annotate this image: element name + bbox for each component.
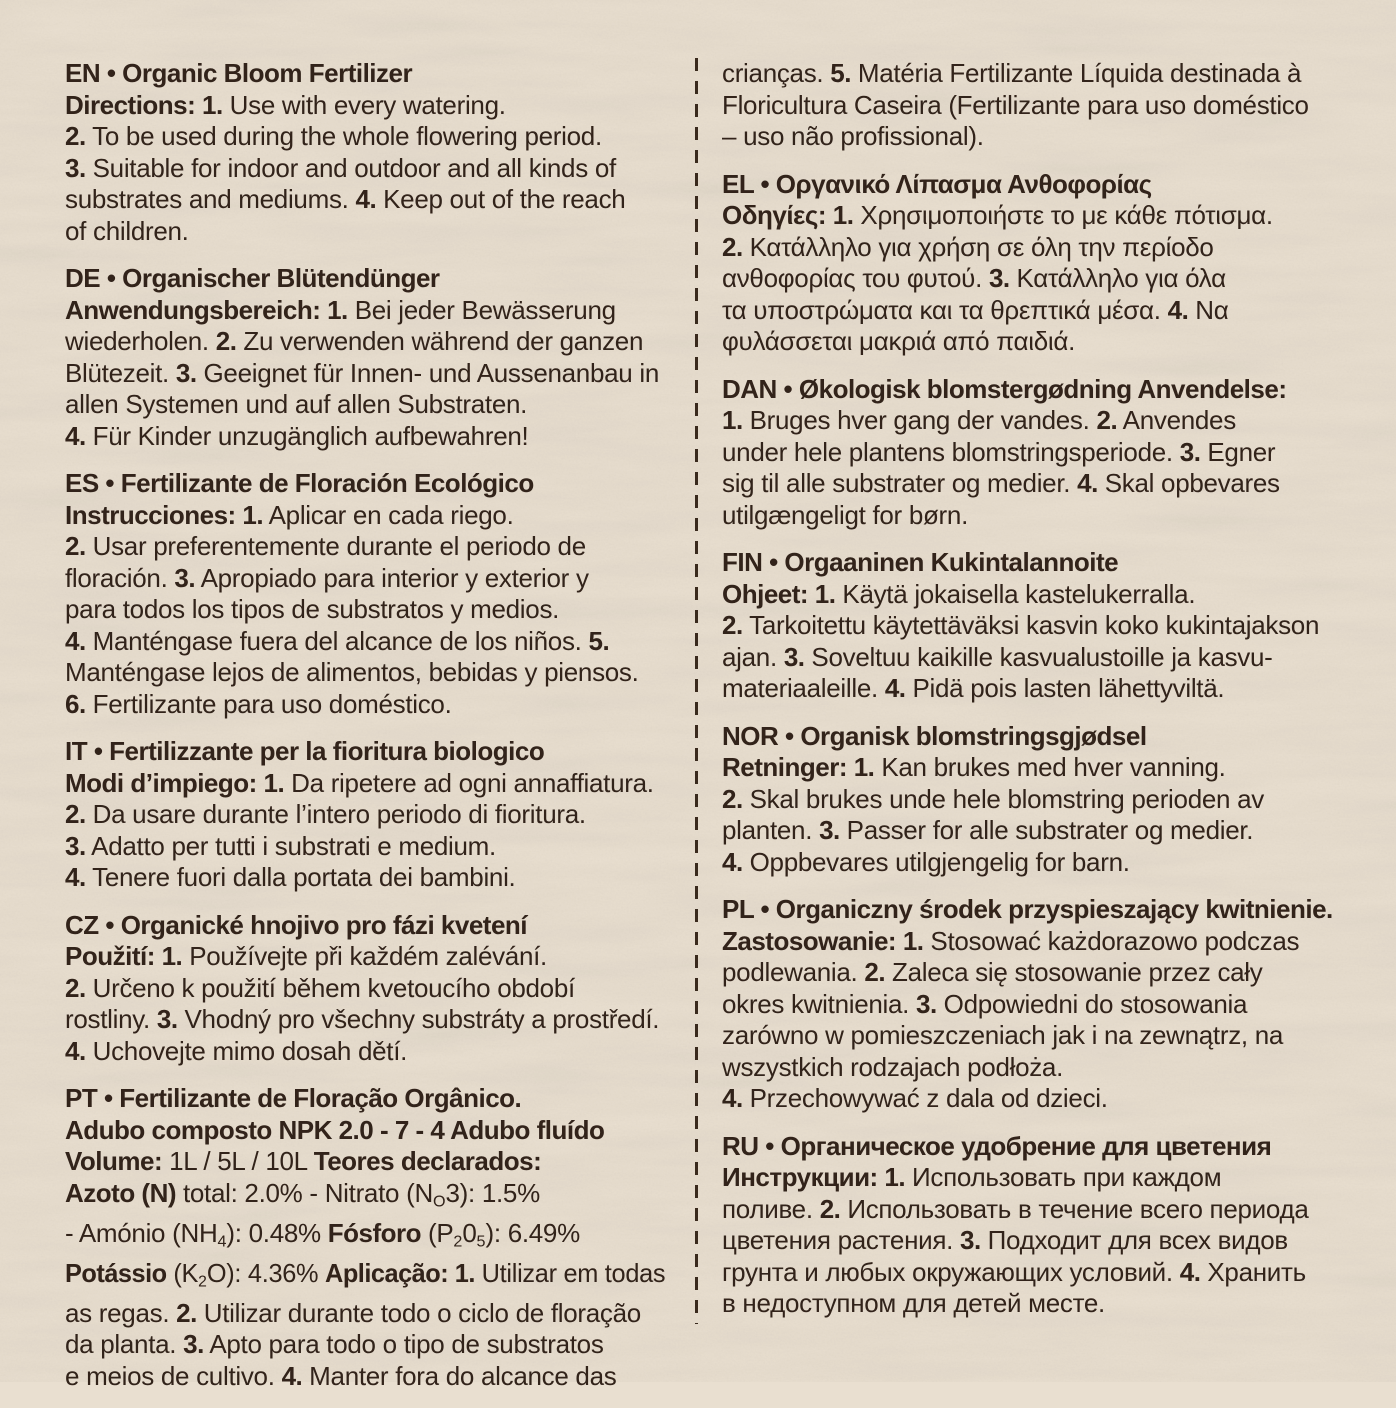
text-run: floración. xyxy=(65,562,175,593)
text-run: substrates and mediums. xyxy=(65,184,356,214)
left-column xyxy=(65,0,665,1408)
text-line xyxy=(65,358,665,390)
text-line xyxy=(722,58,1334,90)
text-line xyxy=(65,1218,665,1258)
text-line xyxy=(65,1361,665,1393)
bold-text-run: Použití: 1. xyxy=(65,941,183,971)
text-line xyxy=(65,941,665,973)
text-run: planten. xyxy=(722,815,820,845)
text-line xyxy=(65,1004,665,1036)
bold-text-run: 6. xyxy=(65,688,86,719)
text-line xyxy=(722,1083,1334,1115)
text-run: Používejte při každém zalévání. xyxy=(182,941,547,971)
text-line xyxy=(65,326,665,358)
bold-text-run: EL • Οργανικό Λίπασμα Ανθοφορίας xyxy=(722,168,1152,199)
text-run: Tenere fuori dalla portata dei bambini. xyxy=(85,862,516,892)
text-run: Подходит для всех видов xyxy=(980,1225,1288,1255)
text-run: 1L / 5L / 10L xyxy=(162,1146,314,1176)
text-run: Egner xyxy=(1200,436,1276,467)
bold-text-run: 3. xyxy=(959,1225,981,1255)
text-run: Anvendes xyxy=(1117,405,1236,435)
text-run: O): 4.36% xyxy=(206,1257,326,1288)
subscript-run: 2 xyxy=(198,1272,207,1290)
text-line xyxy=(65,1178,665,1218)
text-line xyxy=(722,500,1334,532)
text-line xyxy=(65,500,665,532)
section-cz xyxy=(65,910,665,1068)
text-run: okres kwitnienia. xyxy=(722,988,917,1019)
text-run: поливе. xyxy=(722,1193,820,1224)
text-run: - Amónio (NH xyxy=(65,1217,218,1248)
bold-text-run: 3. xyxy=(916,988,937,1019)
text-run: Fertilizante para uso doméstico. xyxy=(85,688,452,719)
bold-text-run: 2. xyxy=(65,799,86,829)
section-pt xyxy=(65,1083,665,1392)
text-line xyxy=(722,232,1334,264)
text-run: Использовать при каждом xyxy=(905,1162,1222,1192)
text-run: 0 xyxy=(462,1217,477,1248)
text-line xyxy=(722,1052,1334,1084)
text-line xyxy=(65,1115,665,1147)
section-fin xyxy=(722,547,1334,705)
bold-text-run: 4. xyxy=(65,625,86,656)
text-line xyxy=(722,815,1334,847)
text-line xyxy=(722,784,1334,816)
text-line xyxy=(65,1146,665,1178)
text-run: Da usare durante l’intero periodo di fioritura. xyxy=(85,799,586,829)
text-line xyxy=(65,973,665,1005)
bold-text-run: CZ • Organické hnojivo pro fázi kvetení xyxy=(65,909,528,940)
text-line xyxy=(722,374,1334,406)
text-run: Matéria Fertilizante Líquida destinada à xyxy=(850,58,1302,88)
text-line xyxy=(722,1020,1334,1052)
bold-text-run: 3. xyxy=(156,1004,178,1034)
text-line xyxy=(65,768,665,800)
bold-text-run: 3. xyxy=(783,641,805,672)
bold-text-run: 4. xyxy=(1077,468,1098,498)
text-run: Adatto per tutti i substrati e medium. xyxy=(85,830,496,861)
subscript-run: O xyxy=(432,1192,446,1210)
text-run: Tarkoitettu käytettäväksi kasvin koko kukintajakson xyxy=(742,610,1320,640)
text-run: Floricultura Caseira (Fertilizante para uso doméstico xyxy=(722,89,1309,120)
text-run: Κατάλληλο για όλα xyxy=(1009,263,1226,293)
text-line xyxy=(722,263,1334,295)
text-line xyxy=(65,121,665,153)
bold-text-run: 4. xyxy=(1179,1256,1201,1287)
text-line xyxy=(722,405,1334,437)
text-run: Apropiado para interior y exterior y xyxy=(195,562,589,593)
text-run: грунта и любых окружающих условий. xyxy=(722,1256,1180,1287)
text-run: Skal opbevares xyxy=(1097,468,1280,498)
text-run: wiederholen. xyxy=(65,326,216,356)
text-run: of children. xyxy=(65,215,189,246)
text-run: Odpowiedni do stosowania xyxy=(936,988,1248,1019)
text-run: e meios de cultivo. xyxy=(65,1360,282,1391)
text-run: Käytä jokaisella kastelukerralla. xyxy=(835,578,1196,609)
text-run: Zu verwenden während der ganzen xyxy=(236,326,644,356)
section-el xyxy=(722,169,1334,358)
bold-text-run: ES • Fertilizante de Floración Ecológico xyxy=(65,468,534,498)
bold-text-run: 2. xyxy=(65,531,86,561)
text-run: To be used during the whole flowering period. xyxy=(85,121,602,151)
text-line xyxy=(722,1162,1334,1194)
column-divider xyxy=(695,58,698,1324)
text-line xyxy=(722,326,1334,358)
text-line xyxy=(65,799,665,831)
section-pt-cont xyxy=(722,58,1334,153)
text-line xyxy=(722,989,1334,1021)
text-run: Skal brukes unde hele blomstring perioden av xyxy=(742,783,1264,814)
bold-text-run: NOR • Organisk blomstringsgjødsel xyxy=(722,720,1147,751)
bold-text-run: 4. xyxy=(722,1083,743,1113)
text-run: total: 2.0% - Nitrato (N xyxy=(176,1177,433,1208)
text-run: Использовать в течение всего периода xyxy=(840,1193,1309,1224)
text-run: Use with every watering. xyxy=(222,89,506,120)
bold-text-run: Volume: xyxy=(65,1146,163,1176)
text-run: Χρησιμοποιήστε το με κάθε πότισμα. xyxy=(853,200,1273,230)
bold-text-run: FIN • Orgaaninen Kukintalannoite xyxy=(722,547,1119,577)
bold-text-run: 5. xyxy=(588,625,610,656)
section-dan xyxy=(722,374,1334,532)
text-run: Suitable for indoor and outdoor and all kinds of xyxy=(85,152,616,183)
bold-text-run: Adubo composto NPK 2.0 - 7 - 4 Adubo fluído xyxy=(65,1114,605,1145)
bold-text-run: Οδηγίες: 1. xyxy=(722,200,854,230)
text-line xyxy=(722,926,1334,958)
text-line xyxy=(65,594,665,626)
text-run: Kan brukes med hver vanning. xyxy=(874,752,1226,782)
bold-text-run: 3. xyxy=(819,815,840,845)
text-line xyxy=(722,121,1334,153)
text-line xyxy=(65,1257,666,1298)
subscript-run: 4 xyxy=(217,1232,227,1250)
text-line xyxy=(65,657,665,689)
text-line xyxy=(65,862,665,894)
bold-text-run: 2. xyxy=(722,231,743,262)
bold-text-run: 2. xyxy=(722,783,743,814)
bold-text-run: 2. xyxy=(1096,405,1118,435)
bold-text-run: 2. xyxy=(819,1193,841,1224)
subscript-run: 2 xyxy=(453,1232,463,1250)
bold-text-run: Fósforo xyxy=(327,1217,422,1248)
text-line xyxy=(722,1257,1334,1289)
text-run: Να xyxy=(1188,294,1229,325)
text-run: φυλάσσεται μακριά από παιδιά. xyxy=(722,326,1076,356)
text-run: Przechowywać z dala od dzieci. xyxy=(742,1083,1108,1113)
bold-text-run: 4. xyxy=(65,862,86,892)
text-line xyxy=(722,1225,1334,1257)
text-line xyxy=(65,184,665,216)
text-run: Manténgase fuera del alcance de los niños. xyxy=(85,625,589,656)
text-line xyxy=(722,579,1334,611)
bold-text-run: DE • Organischer Blütendünger xyxy=(65,263,440,293)
bold-text-run: 3. xyxy=(65,830,86,861)
bold-text-run: Aplicação: 1. xyxy=(325,1257,475,1288)
section-pl xyxy=(722,894,1334,1115)
bold-text-run: 4. xyxy=(281,1360,303,1391)
text-run: Κατάλληλο για χρήση σε όλη την περίοδο xyxy=(742,231,1214,262)
bold-text-run: 2. xyxy=(65,972,86,1003)
text-run: crianças. xyxy=(722,58,831,88)
text-line xyxy=(65,736,665,768)
text-line xyxy=(722,610,1334,642)
text-run: – uso não profissional). xyxy=(722,121,984,151)
bold-text-run: RU • Органическое удобрение для цветения xyxy=(722,1130,1272,1161)
bold-text-run: 4. xyxy=(65,420,86,451)
text-run: Da ripetere ad ogni annaffiatura. xyxy=(284,767,654,798)
text-run: sig til alle substrater og medier. xyxy=(722,468,1078,498)
bold-text-run: PL • Organiczny środek przyspieszający kwitnienie. xyxy=(722,894,1333,924)
text-line xyxy=(722,847,1334,879)
text-run: Bei jeder Bewässerung xyxy=(347,294,616,325)
bold-text-run: 2. xyxy=(65,121,86,151)
text-run: Určeno k použití během kvetoucího období xyxy=(85,972,575,1003)
text-run: 3): 1.5% xyxy=(445,1177,540,1208)
text-line xyxy=(722,468,1334,500)
bold-text-run: Instrucciones: 1. xyxy=(65,499,264,530)
bold-text-run: Retninger: 1. xyxy=(722,752,875,782)
bold-text-run: Directions: 1. xyxy=(65,89,223,120)
text-run: under hele plantens blomstringsperiode. xyxy=(722,436,1180,467)
text-run: ανθοφορίας του φυτού. xyxy=(722,263,989,293)
bold-text-run: 2. xyxy=(215,326,237,356)
text-run: цветения растения. xyxy=(722,1225,960,1255)
text-run: Stosować każdorazowo podczas xyxy=(923,925,1300,956)
text-run: Apto para todo o tipo de substratos xyxy=(203,1329,604,1359)
bold-text-run: Potássio xyxy=(65,1257,167,1288)
bold-text-run: PT • Fertilizante de Floração Orgânico. xyxy=(65,1083,522,1113)
text-run: Blütezeit. xyxy=(65,357,176,388)
text-line xyxy=(65,563,665,595)
text-run: as regas. xyxy=(65,1297,177,1328)
text-run: zarówno w pomieszczeniach jak i na zewnątrz, na xyxy=(722,1020,1284,1050)
text-run: para todos los tipos de substratos y medios. xyxy=(65,594,560,624)
bold-text-run: 4. xyxy=(884,673,906,703)
text-line xyxy=(722,90,1334,122)
text-run: Manter fora do alcance das xyxy=(302,1360,617,1391)
text-run: τα υποστρώματα και τα θρεπτικά μέσα. xyxy=(722,294,1168,325)
bold-text-run: 5. xyxy=(830,58,851,88)
text-line xyxy=(65,531,665,563)
text-run: Soveltuu kaikille kasvualustoille ja kasvu- xyxy=(804,641,1273,672)
text-line xyxy=(722,721,1334,753)
bold-text-run: 4. xyxy=(722,846,743,877)
bold-text-run: Azoto (N) xyxy=(65,1177,177,1208)
text-line xyxy=(722,1194,1334,1226)
text-run: в недоступном для детей месте. xyxy=(722,1288,1105,1318)
text-run: (K xyxy=(166,1257,199,1288)
section-it xyxy=(65,736,665,894)
section-de xyxy=(65,263,665,452)
text-line xyxy=(65,389,665,421)
bold-text-run: 3. xyxy=(183,1329,204,1359)
text-line xyxy=(65,831,665,863)
text-run: podlewania. xyxy=(722,957,865,987)
bold-text-run: Инструкции: 1. xyxy=(722,1162,906,1192)
text-line xyxy=(722,673,1334,705)
section-ru xyxy=(722,1131,1334,1320)
text-run: utilgængeligt for børn. xyxy=(722,499,969,530)
text-line xyxy=(722,894,1334,926)
text-line xyxy=(65,1329,665,1361)
text-line xyxy=(65,263,665,295)
text-line xyxy=(65,468,665,500)
text-line xyxy=(722,547,1334,579)
text-run: ): 0.48% xyxy=(226,1217,328,1248)
text-line xyxy=(65,153,665,185)
bold-text-run: Teores declarados: xyxy=(313,1146,542,1176)
bold-text-run: 3. xyxy=(174,562,196,593)
text-line xyxy=(65,58,665,90)
bold-text-run: 2. xyxy=(176,1297,197,1328)
text-run: Manténgase lejos de alimentos, bebidas y piensos. xyxy=(65,657,639,687)
text-run: Vhodný pro všechny substráty a prostředí. xyxy=(177,1004,660,1034)
bold-text-run: Ohjeet: 1. xyxy=(722,578,836,609)
text-run: Pidä pois lasten lähettyviltä. xyxy=(905,673,1225,703)
bold-text-run: 2. xyxy=(864,957,886,987)
text-run: ajan. xyxy=(722,641,784,672)
text-line xyxy=(65,1298,665,1330)
bold-text-run: 4. xyxy=(65,1035,86,1066)
bold-text-run: Zastosowanie: 1. xyxy=(722,925,924,956)
text-line xyxy=(722,1131,1334,1163)
text-line xyxy=(65,689,665,721)
text-run: Für Kinder unzugänglich aufbewahren! xyxy=(85,420,529,451)
text-run: Utilizar em todas xyxy=(474,1257,666,1288)
text-run: wszystkich rodzajach podłoża. xyxy=(722,1051,1064,1082)
text-line xyxy=(65,1036,665,1068)
text-line xyxy=(65,910,665,942)
text-line xyxy=(722,169,1334,201)
bold-text-run: 2. xyxy=(722,610,743,640)
text-line xyxy=(65,90,665,122)
text-run: allen Systemen und auf allen Substraten. xyxy=(65,389,528,419)
text-line xyxy=(65,216,665,248)
bold-text-run: 1. xyxy=(722,405,743,435)
bold-text-run: IT • Fertilizzante per la fioritura biologico xyxy=(65,736,545,766)
text-run: Oppbevares utilgjengelig for barn. xyxy=(742,846,1130,877)
bold-text-run: 4. xyxy=(1167,294,1189,325)
right-column xyxy=(722,0,1334,1336)
bold-text-run: DAN • Økologisk blomstergødning Anvendelse: xyxy=(722,373,1287,404)
bold-text-run: 3. xyxy=(988,263,1010,293)
text-run: Aplicar en cada riego. xyxy=(263,499,514,530)
bold-text-run: 3. xyxy=(65,152,86,183)
text-line xyxy=(722,295,1334,327)
text-run: Uchovejte mimo dosah dětí. xyxy=(85,1035,408,1066)
text-run: rostliny. xyxy=(65,1004,157,1034)
bold-text-run: 3. xyxy=(175,357,197,388)
section-es xyxy=(65,468,665,720)
bold-text-run: EN • Organic Bloom Fertilizer xyxy=(65,58,413,88)
bold-text-run: Modi d’impiego: 1. xyxy=(65,767,285,798)
text-run: Keep out of the reach xyxy=(376,184,626,214)
text-line xyxy=(722,437,1334,469)
text-line xyxy=(65,421,665,453)
text-run: materiaaleille. xyxy=(722,673,885,703)
text-run: Passer for alle substrater og medier. xyxy=(839,815,1254,845)
text-run: Utilizar durante todo o ciclo de floração xyxy=(196,1297,641,1328)
bold-text-run: 4. xyxy=(355,184,377,214)
text-line xyxy=(65,295,665,327)
subscript-run: 5 xyxy=(476,1232,486,1250)
text-line xyxy=(722,642,1334,674)
text-line xyxy=(722,1288,1334,1320)
text-run: Geeignet für Innen- und Aussenanbau in xyxy=(196,357,659,388)
text-run: (P xyxy=(421,1217,454,1248)
text-run: da planta. xyxy=(65,1329,184,1359)
text-line xyxy=(65,1083,665,1115)
text-line xyxy=(722,200,1334,232)
text-run: Zaleca się stosowanie przez cały xyxy=(885,957,1263,987)
text-run: Usar preferentemente durante el periodo de xyxy=(85,531,586,561)
text-line xyxy=(722,752,1334,784)
bold-text-run: 3. xyxy=(1179,436,1201,467)
bold-text-run: Anwendungsbereich: 1. xyxy=(65,294,348,325)
section-en xyxy=(65,58,665,247)
text-run: Bruges hver gang der vandes. xyxy=(742,405,1097,435)
text-run: ): 6.49% xyxy=(485,1217,580,1248)
text-run: Хранить xyxy=(1200,1256,1306,1287)
text-line xyxy=(722,957,1334,989)
text-line xyxy=(65,626,665,658)
section-nor xyxy=(722,721,1334,879)
